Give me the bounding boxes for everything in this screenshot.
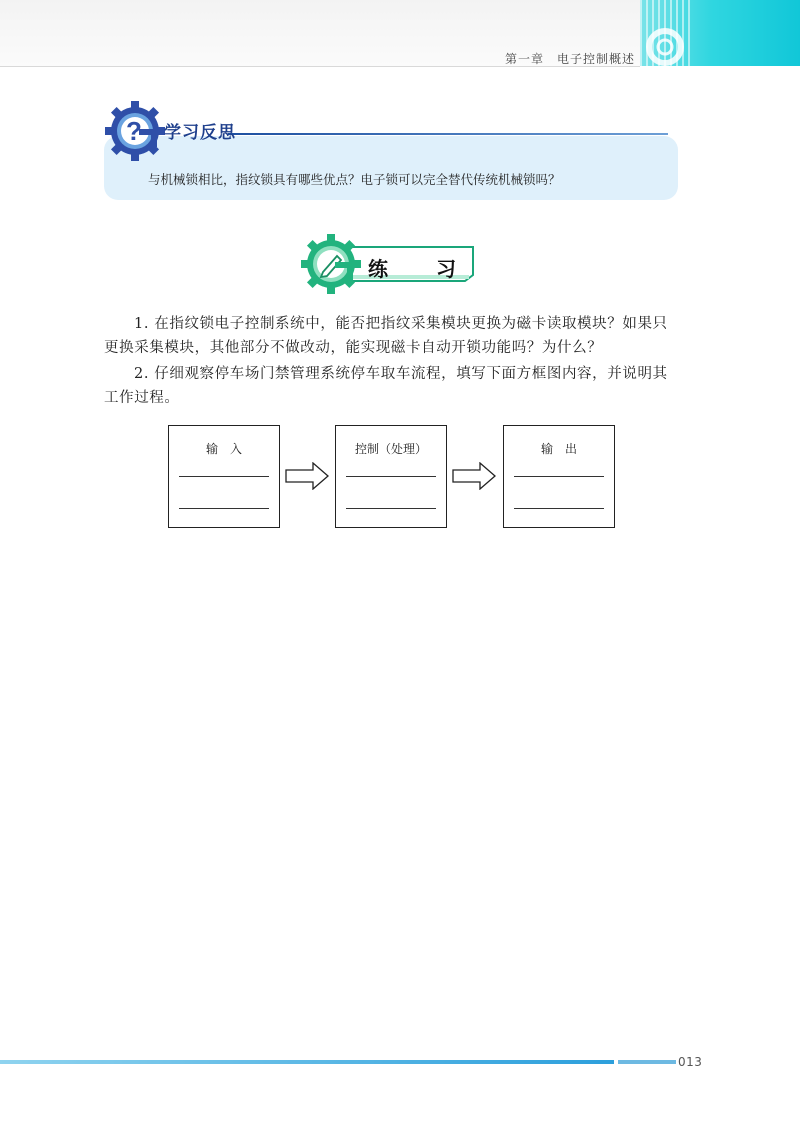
control-box-label: 控制（处理） [354,442,427,456]
control-box [335,425,447,528]
svg-text:?: ? [126,116,142,146]
exercise-title: 练习 [368,257,504,281]
corner-gear-icon [640,22,690,72]
reflection-title-underline [228,133,668,135]
reflection-title: 学习反思 [164,123,236,143]
arrow-right-icon [285,462,329,490]
input-box-label: 输 入 [205,442,242,456]
reflection-question: 与机械锁相比，指纹锁具有哪些优点？电子锁可以完全替代传统机械锁吗？ [148,172,561,187]
control-blank-1 [346,476,436,477]
exercise-question-2: 2. 仔细观察停车场门禁管理系统停车取车流程，填写下面方框图内容，并说明其工作过程。 [104,366,668,406]
footer-bar-segment [618,1060,676,1064]
gear-question-icon [104,100,166,162]
input-box [168,425,280,528]
control-blank-2 [346,508,436,509]
input-blank-1 [179,476,269,477]
output-box-label: 输 出 [540,442,577,456]
exercise-question-1: 1. 在指纹锁电子控制系统中，能否把指纹采集模块更换为磁卡读取模块？如果只更换采集模块，其他部分不做改动，能实现磁卡自动开锁功能吗？为什么？ [104,316,668,356]
footer-bar [0,1060,614,1064]
gear-pencil-icon [300,233,362,295]
output-blank-1 [514,476,604,477]
output-blank-2 [514,508,604,509]
chapter-title: 第一章 电子控制概述 [504,52,635,66]
page-number: 013 [678,1055,703,1069]
reflection-box [104,136,678,200]
arrow-right-icon [452,462,496,490]
output-box [503,425,615,528]
input-blank-2 [179,508,269,509]
